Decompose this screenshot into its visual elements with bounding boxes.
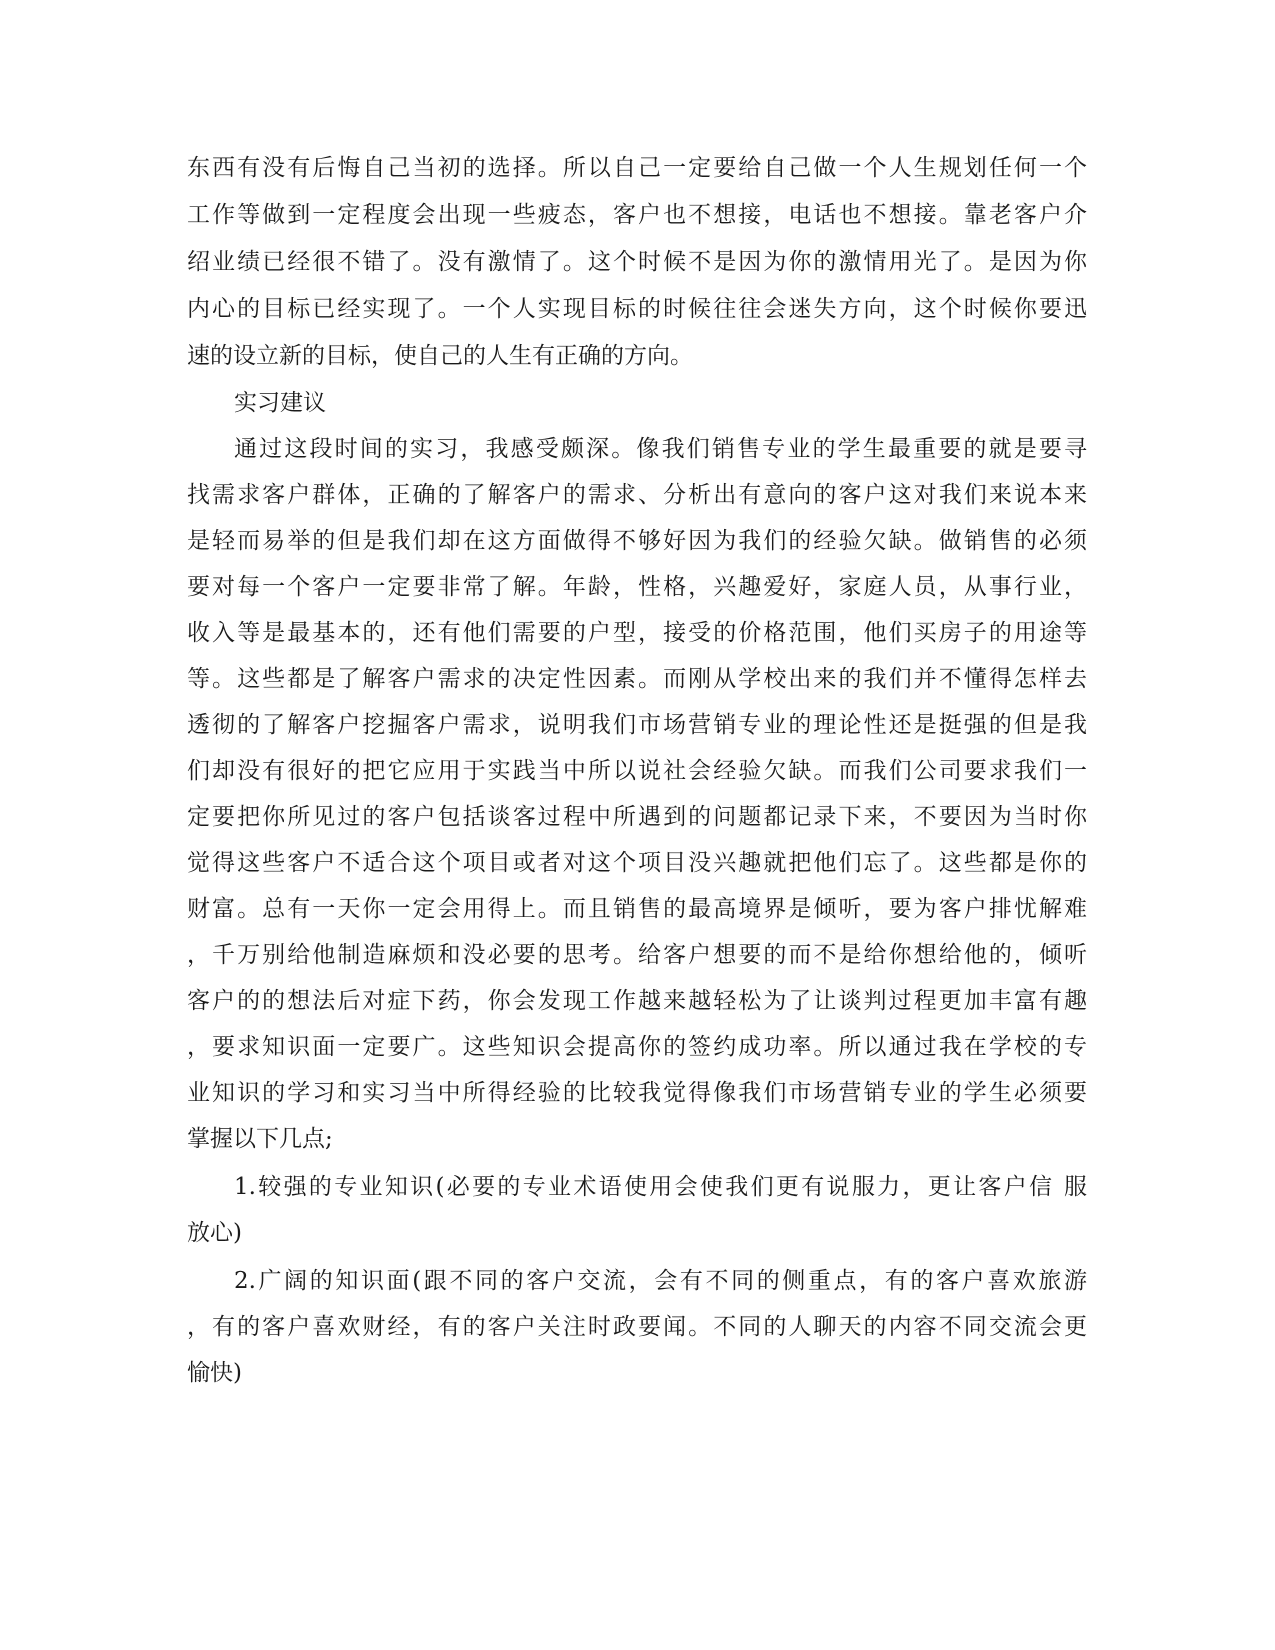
text-line: 客户的的想法后对症下药，你会发现工作越来越轻松为了让谈判过程更加丰富有趣: [187, 988, 1087, 1014]
text-line: 收入等是最基本的，还有他们需要的户型，接受的价格范围，他们买房子的用途等: [187, 620, 1087, 646]
text-line: ，有的客户喜欢财经，有的客户关注时政要闻。不同的人聊天的内容不同交流会更: [187, 1314, 1087, 1340]
text-line: 速的设立新的目标，使自己的人生有正确的方向。: [187, 343, 693, 369]
text-line: 们却没有很好的把它应用于实践当中所以说社会经验欠缺。而我们公司要求我们一: [187, 758, 1087, 784]
text-line: 绍业绩已经很不错了。没有激情了。这个时候不是因为你的激情用光了。是因为你: [187, 249, 1087, 275]
text-line: 业知识的学习和实习当中所得经验的比较我觉得像我们市场营销专业的学生必须要: [187, 1080, 1087, 1106]
text-line: 通过这段时间的实习，我感受颇深。像我们销售专业的学生最重要的就是要寻: [234, 436, 1087, 462]
text-line: 定要把你所见过的客户包括谈客过程中所遇到的问题都记录下来，不要因为当时你: [187, 804, 1087, 830]
text-line: 工作等做到一定程度会出现一些疲态，客户也不想接，电话也不想接。靠老客户介: [187, 202, 1087, 228]
text-line: 是轻而易举的但是我们却在这方面做得不够好因为我们的经验欠缺。做销售的必须: [187, 528, 1087, 554]
text-line: 财富。总有一天你一定会用得上。而且销售的最高境界是倾听，要为客户排忧解难: [187, 896, 1087, 922]
text-line: 觉得这些客户不适合这个项目或者对这个项目没兴趣就把他们忘了。这些都是你的: [187, 850, 1087, 876]
text-line: 要对每一个客户一定要非常了解。年龄，性格，兴趣爱好，家庭人员，从事行业，: [187, 574, 1087, 600]
text-line: 内心的目标已经实现了。一个人实现目标的时候往往会迷失方向，这个时候你要迅: [187, 296, 1087, 322]
section-heading: 实习建议: [234, 390, 326, 416]
list-item: 2.广阔的知识面(跟不同的客户交流，会有不同的侧重点，有的客户喜欢旅游: [234, 1268, 1087, 1294]
list-item: 1.较强的专业知识(必要的专业术语使用会使我们更有说服力，更让客户信 服: [234, 1174, 1087, 1200]
text-line: 找需求客户群体，正确的了解客户的需求、分析出有意向的客户这对我们来说本来: [187, 482, 1087, 508]
text-line: 等。这些都是了解客户需求的决定性因素。而刚从学校出来的我们并不懂得怎样去: [187, 666, 1087, 692]
text-line: 掌握以下几点;: [187, 1126, 333, 1152]
text-line: ，要求知识面一定要广。这些知识会提高你的签约成功率。所以通过我在学校的专: [187, 1034, 1087, 1060]
text-line: 透彻的了解客户挖掘客户需求，说明我们市场营销专业的理论性还是挺强的但是我: [187, 712, 1087, 738]
text-line: ，千万别给他制造麻烦和没必要的思考。给客户想要的而不是给你想给他的，倾听: [187, 942, 1087, 968]
text-line: 愉快): [187, 1360, 242, 1386]
text-line: 放心): [187, 1220, 242, 1246]
text-line: 东西有没有后悔自己当初的选择。所以自己一定要给自己做一个人生规划任何一个: [187, 155, 1087, 181]
